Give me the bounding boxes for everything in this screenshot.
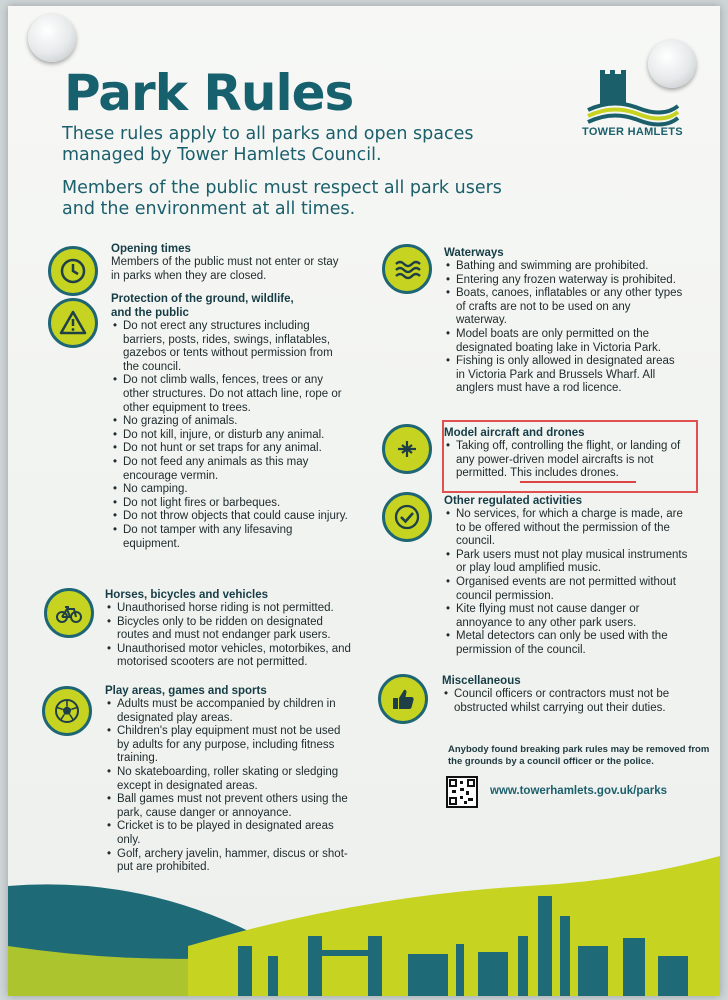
section-horses	[105, 588, 355, 670]
list-item: • Do not erect any structures including barriers, posts, rides, swings, inflatables, gazebos or tents without permission from the council.	[111, 320, 351, 374]
list-item: • Taking off, controlling the flight, or landing of any power-driven model aircrafts is not permitted. This includes drones.	[444, 440, 694, 481]
other-list	[444, 508, 694, 658]
list-item: • Unauthorised motor vehicles, motorbikes, and motorised scooters are not permitted.	[105, 643, 355, 670]
page-title: Park Rules	[64, 64, 354, 122]
subtitle-scope: These rules apply to all parks and open spaces managed by Tower Hamlets Council.	[62, 124, 474, 165]
list-item: • Do not tamper with any lifesaving equipment.	[111, 524, 351, 551]
football-icon	[42, 686, 92, 736]
warning-icon	[48, 298, 98, 348]
clock-icon	[48, 246, 98, 296]
waterways-title: Waterways	[444, 247, 504, 259]
list-item: • Model boats are only permitted on the designated boating lake in Victoria Park.	[444, 328, 684, 355]
list-item: • Council officers or contractors must not be obstructed whilst carrying out their duties.	[442, 688, 692, 715]
section-miscellaneous	[442, 674, 692, 715]
logo-text: TOWER HAMLETS	[582, 126, 683, 138]
list-item: • Metal detectors can only be used with the permission of the council.	[444, 630, 694, 657]
list-item: • Cricket is to be played in designated areas only.	[105, 820, 355, 847]
list-item: • Unauthorised horse riding is not permitted.	[105, 602, 355, 616]
list-item: • Adults must be accompanied by children in designated play areas.	[105, 698, 355, 725]
list-item: • Boats, canoes, inflatables or any other types of crafts are not to be used on any waterway.	[444, 287, 684, 328]
footer-note: Anybody found breaking park rules may be removed from the grounds by a council officer or the police.	[448, 744, 710, 767]
waterways-list	[444, 260, 684, 396]
aircraft-icon	[382, 424, 432, 474]
list-item: • Bathing and swimming are prohibited.	[444, 260, 684, 274]
website-url: www.towerhamlets.gov.uk/parks	[490, 785, 668, 797]
list-item: • Do not light fires or barbeques.	[111, 497, 351, 511]
list-item: • Entering any frozen waterway is prohibited.	[444, 274, 684, 288]
list-item: • No grazing of animals.	[111, 415, 351, 429]
protection-title: Protection of the ground, wildlife, and the public	[111, 293, 294, 319]
park-rules-poster	[8, 6, 720, 996]
list-item: • Organised events are not permitted without council permission.	[444, 576, 694, 603]
subtitle-respect: Members of the public must respect all park users and the environment at all times.	[62, 178, 502, 219]
horses-list	[105, 602, 355, 670]
other-title: Other regulated activities	[444, 495, 583, 507]
list-item: • Golf, archery javelin, hammer, discus or shot-put are prohibited.	[105, 848, 355, 875]
list-item: • Do not hunt or set traps for any animal.	[111, 442, 351, 456]
checkmark-icon	[382, 492, 432, 542]
qr-code-icon	[446, 776, 478, 808]
list-item: • Kite flying must not cause danger or annoyance to any other park users.	[444, 603, 694, 630]
section-opening-times	[111, 242, 341, 283]
protection-list	[111, 320, 351, 551]
opening-title: Opening times	[111, 243, 191, 255]
bicycle-icon	[44, 588, 94, 638]
list-item: • Ball games must not prevent others using the park, cause danger or annoyance.	[105, 793, 355, 820]
drones-underline	[520, 481, 636, 483]
thumbs-up-icon	[378, 674, 428, 724]
list-item: • No camping.	[111, 483, 351, 497]
horses-title: Horses, bicycles and vehicles	[105, 589, 269, 601]
waves-icon	[382, 244, 432, 294]
play-title: Play areas, games and sports	[105, 685, 267, 697]
skyline-illustration	[8, 826, 720, 996]
list-item: • No skateboarding, roller skating or sledging except in designated areas.	[105, 766, 355, 793]
section-waterways	[444, 246, 684, 396]
list-item: • Do not kill, injure, or disturb any animal.	[111, 429, 351, 443]
list-item: • Park users must not play musical instruments or play loud amplified music.	[444, 549, 694, 576]
list-item: • No services, for which a charge is made, are to be offered without the permission of the council.	[444, 508, 694, 549]
list-item: • Children's play equipment must not be used by adults for any purpose, including fitness training.	[105, 725, 355, 766]
list-item: • Fishing is only allowed in designated areas in Victoria Park and Brussels Wharf. All anglers must have a rod licence.	[444, 355, 684, 396]
misc-list	[442, 688, 692, 715]
section-other-regulated	[444, 494, 694, 658]
opening-body: Members of the public must not enter or stay in parks when they are closed.	[111, 256, 339, 282]
model-title: Model aircraft and drones	[444, 427, 585, 439]
pin-top-left	[28, 14, 76, 62]
list-item: • Bicycles only to be ridden on designated routes and must not endanger park users.	[105, 616, 355, 643]
list-item: • Do not feed any animals as this may encourage vermin.	[111, 456, 351, 483]
section-protection	[111, 292, 351, 551]
misc-title: Miscellaneous	[442, 675, 521, 687]
list-item: • Do not climb walls, fences, trees or any other structures. Do not attach line, rope or other equipment to trees.	[111, 374, 351, 415]
list-item: • Do not throw objects that could cause injury.	[111, 510, 351, 524]
